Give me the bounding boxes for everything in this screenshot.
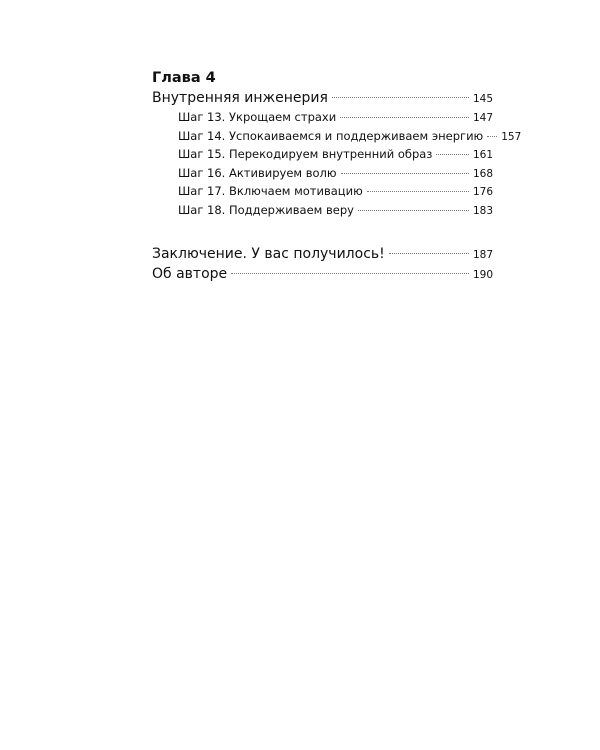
toc-entry-step-18[interactable] bbox=[152, 201, 493, 220]
toc-entry-page-number: 168 bbox=[472, 167, 493, 180]
table-of-contents bbox=[152, 68, 522, 284]
dot-leader bbox=[436, 154, 469, 155]
toc-entry-page-number: 187 bbox=[472, 249, 493, 261]
chapter-title: Глава 4 bbox=[152, 70, 216, 86]
toc-entry-label: Об авторе bbox=[152, 266, 228, 282]
dot-leader bbox=[389, 253, 469, 254]
toc-entry-page-number: 176 bbox=[472, 186, 493, 198]
toc-entry-step-16[interactable] bbox=[152, 164, 493, 183]
toc-entry-label: Шаг 15. Перекодируем внутренний образ bbox=[178, 147, 433, 161]
dot-leader bbox=[341, 173, 469, 174]
toc-entry-page-number: 157 bbox=[501, 130, 522, 143]
dot-leader bbox=[358, 210, 469, 211]
dot-leader bbox=[367, 191, 469, 192]
toc-entry-page-number: 147 bbox=[472, 112, 493, 124]
toc-entry-label: Шаг 13. Укрощаем страхи bbox=[178, 110, 337, 124]
toc-entry-inner-engineering[interactable] bbox=[152, 88, 493, 108]
dot-leader bbox=[332, 97, 469, 98]
toc-entry-page-number: 161 bbox=[472, 149, 493, 161]
toc-entry-label: Шаг 18. Поддерживаем веру bbox=[178, 202, 354, 217]
section-spacer bbox=[152, 219, 493, 244]
toc-entry-label: Шаг 17. Включаем мотивацию bbox=[178, 184, 363, 198]
toc-entry-step-13[interactable] bbox=[152, 108, 493, 127]
toc-entry-step-14[interactable] bbox=[152, 127, 522, 146]
toc-entry-page-number: 145 bbox=[472, 93, 493, 105]
toc-entry-page-number: 190 bbox=[472, 269, 493, 281]
dot-leader bbox=[487, 136, 497, 137]
dot-leader bbox=[231, 273, 469, 274]
toc-entry-label: Шаг 16. Активируем волю bbox=[178, 165, 337, 180]
toc-entry-conclusion[interactable] bbox=[152, 244, 493, 264]
toc-entry-step-15[interactable] bbox=[152, 145, 493, 164]
toc-entry-page-number: 183 bbox=[472, 204, 493, 217]
dot-leader bbox=[340, 117, 469, 118]
toc-entry-label: Внутренняя инженерия bbox=[152, 90, 328, 106]
toc-entry-label: Шаг 14. Успокаиваемся и поддерживаем энергию bbox=[178, 128, 484, 143]
toc-entry-about-author[interactable] bbox=[152, 264, 493, 284]
toc-entry-step-17[interactable] bbox=[152, 182, 493, 201]
toc-entry-label: Заключение. У вас получилось! bbox=[152, 246, 385, 262]
